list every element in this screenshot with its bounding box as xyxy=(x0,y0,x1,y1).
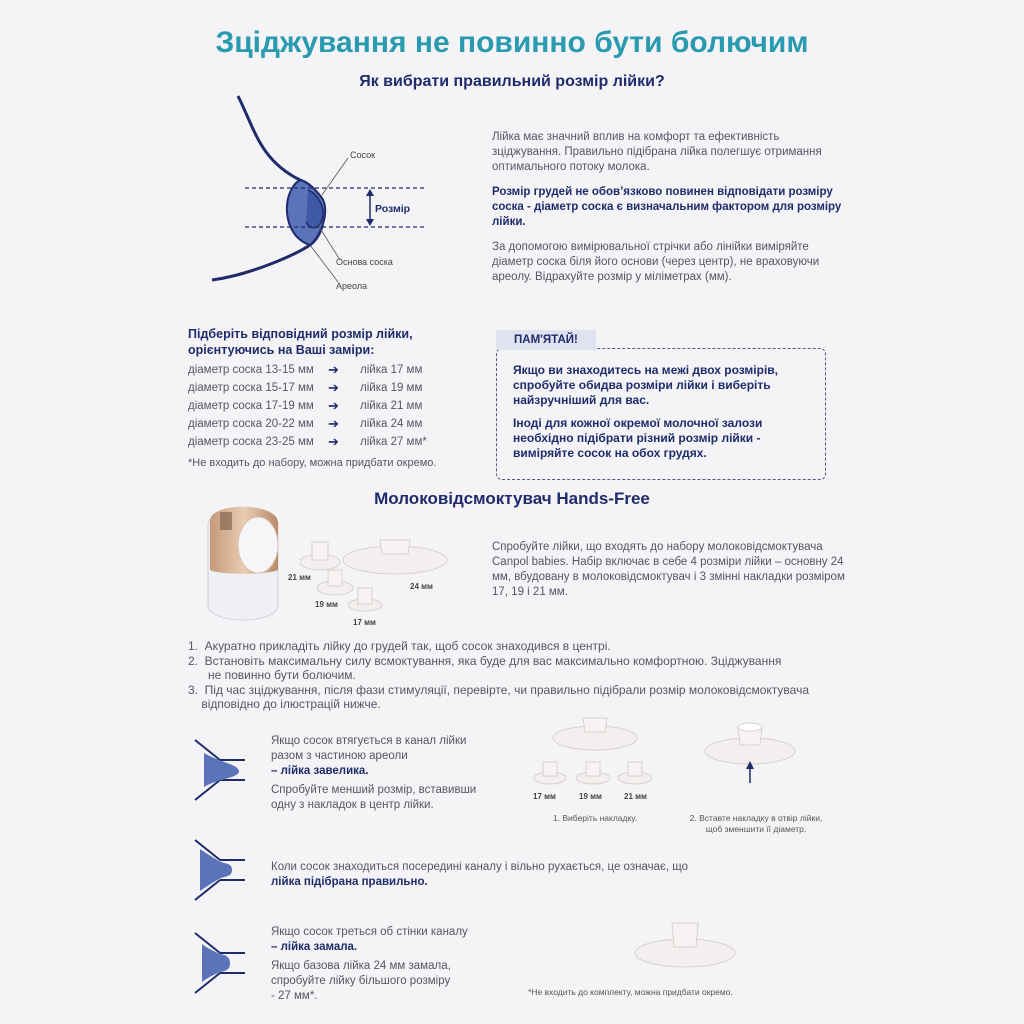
funnel-size: лійка 24 мм xyxy=(360,418,423,430)
fit-too-big-line1: Якщо сосок втягується в канал лійки xyxy=(271,735,467,747)
page-subtitle: Як вибрати правильний розмір лійки? xyxy=(359,73,665,90)
insert-caption-1: 1. Виберіть накладку. xyxy=(552,813,638,823)
insert-caption-2 xyxy=(676,813,836,835)
funnel-size: лійка 17 мм xyxy=(360,364,423,376)
page-title: Зціджування не повинно бути болючим xyxy=(215,26,809,59)
size-row xyxy=(188,362,422,378)
arrow-right-icon: ➔ xyxy=(328,362,339,377)
step-1: 1. Акуратно прикладіть лійку до грудей так, щоб сосок знаходився в центрі. xyxy=(188,639,611,653)
inserts-footnote: *Не входить до комплекту, можна придбати окремо. xyxy=(528,987,733,997)
insert-label-21mm: 21 мм xyxy=(624,792,647,801)
fit-too-small-line1: Якщо сосок треться об стінки каналу xyxy=(271,926,468,938)
nipple-diameter: діаметр соска 23-25 мм xyxy=(188,436,314,448)
remember-content xyxy=(496,348,826,480)
step-2: 2. Встановіть максимальну силу всмоктування, яка буде для вас максимально комфортною. Зціджування xyxy=(188,653,782,668)
fit-too-big-text xyxy=(271,734,511,813)
label-17mm: 17 мм xyxy=(353,618,376,627)
sizes-heading xyxy=(188,326,413,358)
arrow-right-icon: ➔ xyxy=(328,416,339,431)
breast-diagram xyxy=(200,90,440,300)
funnel-size: лійка 21 мм xyxy=(360,400,423,412)
insert-caption-2-line1: 2. Вставте накладку в отвір лійки, xyxy=(689,813,823,823)
step-3: 3. Під час зціджування, після фази стимуляції, перевірте, чи правильно підібрали розмір молоковідсмоктувача xyxy=(188,682,810,697)
product-text: Спробуйте лійки, що входять до набору молоковідсмоктувача Canpol babies. Набір включає в себе 4 розміри лійки – основну 24 мм, вбудовану в молоковідсмоктувач і 3 змінні накладки розміром 17, 19 і 21 мм. xyxy=(492,541,845,598)
intro-paragraph-2: Розмір грудей не обов’язково повинен відповідати розміру соска - діаметр соска є визначальним фактором для розміру лійки. xyxy=(492,186,842,228)
intro-paragraph-1: Лійка має значний вплив на комфорт та ефективність зціджування. Правильно підібрана лійка полегшує отримання оптимального потоку молока. xyxy=(492,131,822,173)
label-24mm: 24 мм xyxy=(410,582,433,591)
fit-too-small-line3: Якщо базова лійка 24 мм замала, xyxy=(271,960,451,972)
fit-too-small-line4: спробуйте лійку більшого розміру xyxy=(271,975,451,987)
breast-pump-image xyxy=(198,500,288,630)
fit-too-small-verdict: – лійка замала. xyxy=(271,941,358,953)
label-nipple-base: Основа соска xyxy=(336,257,393,267)
arrow-right-icon: ➔ xyxy=(328,434,339,449)
label-19mm: 19 мм xyxy=(315,600,338,609)
insert-into-funnel-image xyxy=(700,715,800,790)
fit-correct-verdict: лійка підібрана правильно. xyxy=(271,876,428,888)
remember-paragraph-1: Якщо ви знаходитесь на межі двох розмірів, спробуйте обидва розміри лійки і виберіть найзручніший для вас. xyxy=(513,363,779,407)
insert-label-19mm: 19 мм xyxy=(579,792,602,801)
fit-too-big-line5: одну з накладок в центр лійки. xyxy=(271,799,434,811)
funnel-27mm-image xyxy=(630,915,740,975)
instruction-steps xyxy=(188,639,848,712)
fit-too-small-icon xyxy=(190,928,250,998)
fit-correct-text xyxy=(271,860,741,890)
nipple-diameter: діаметр соска 13-15 мм xyxy=(188,364,314,376)
nipple-diameter: діаметр соска 15-17 мм xyxy=(188,382,314,394)
sizes-heading-line2: орієнтуючись на Ваші заміри: xyxy=(188,343,375,357)
label-nipple: Сосок xyxy=(350,150,376,160)
fit-correct-icon xyxy=(190,835,250,905)
fit-too-big-line2: разом з частиною ареоли xyxy=(271,750,408,762)
nipple-diameter: діаметр соска 17-19 мм xyxy=(188,400,314,412)
nipple-diameter: діаметр соска 20-22 мм xyxy=(188,418,314,430)
fit-too-small-text xyxy=(271,925,511,1004)
size-row xyxy=(188,434,427,450)
step-2-cont: не повинно бути болючим. xyxy=(188,668,356,682)
inserts-choice-image xyxy=(525,710,665,790)
size-row xyxy=(188,416,422,432)
sizes-heading-line1: Підберіть відповідний розмір лійки, xyxy=(188,327,413,341)
product-heading: Молоковідсмоктувач Hands-Free xyxy=(374,489,650,508)
funnel-size: лійка 19 мм xyxy=(360,382,423,394)
funnel-size: лійка 27 мм* xyxy=(360,436,427,448)
intro-paragraph-3: За допомогою вимірювальної стрічки або лінійки виміряйте діаметр соска біля його основи (через центр), не враховуючи ареолу. Відрахуйте розмір у міліметрах (мм). xyxy=(492,241,820,283)
size-row xyxy=(188,398,422,414)
label-areola: Ареола xyxy=(336,281,368,291)
sizes-footnote: *Не входить до набору, можна придбати окремо. xyxy=(188,457,437,469)
fit-too-big-verdict: – лійка завелика. xyxy=(271,765,369,777)
step-3-cont: відповідно до ілюстрацій нижче. xyxy=(188,697,381,711)
fit-too-big-line4: Спробуйте менший розмір, вставивши xyxy=(271,784,477,796)
remember-tag: ПАМ'ЯТАЙ! xyxy=(496,330,596,350)
label-size: Розмір xyxy=(375,203,411,215)
arrow-right-icon: ➔ xyxy=(328,380,339,395)
remember-box xyxy=(496,330,826,480)
label-21mm: 21 мм xyxy=(288,573,311,582)
size-row xyxy=(188,380,422,396)
fit-too-small-line5: - 27 мм*. xyxy=(271,990,318,1002)
arrow-right-icon: ➔ xyxy=(328,398,339,413)
remember-paragraph-2: Іноді для кожної окремої молочної залози необхідно підібрати різний розмір лійки - виміряйте сосок на обох грудях. xyxy=(513,416,763,460)
insert-label-17mm: 17 мм xyxy=(533,792,556,801)
fit-too-big-icon xyxy=(190,735,250,805)
insert-caption-2-line2: щоб зменшити її діаметр. xyxy=(705,824,807,834)
fit-correct-line1: Коли сосок знаходиться посередині каналу і вільно рухається, це означає, що xyxy=(271,861,688,873)
